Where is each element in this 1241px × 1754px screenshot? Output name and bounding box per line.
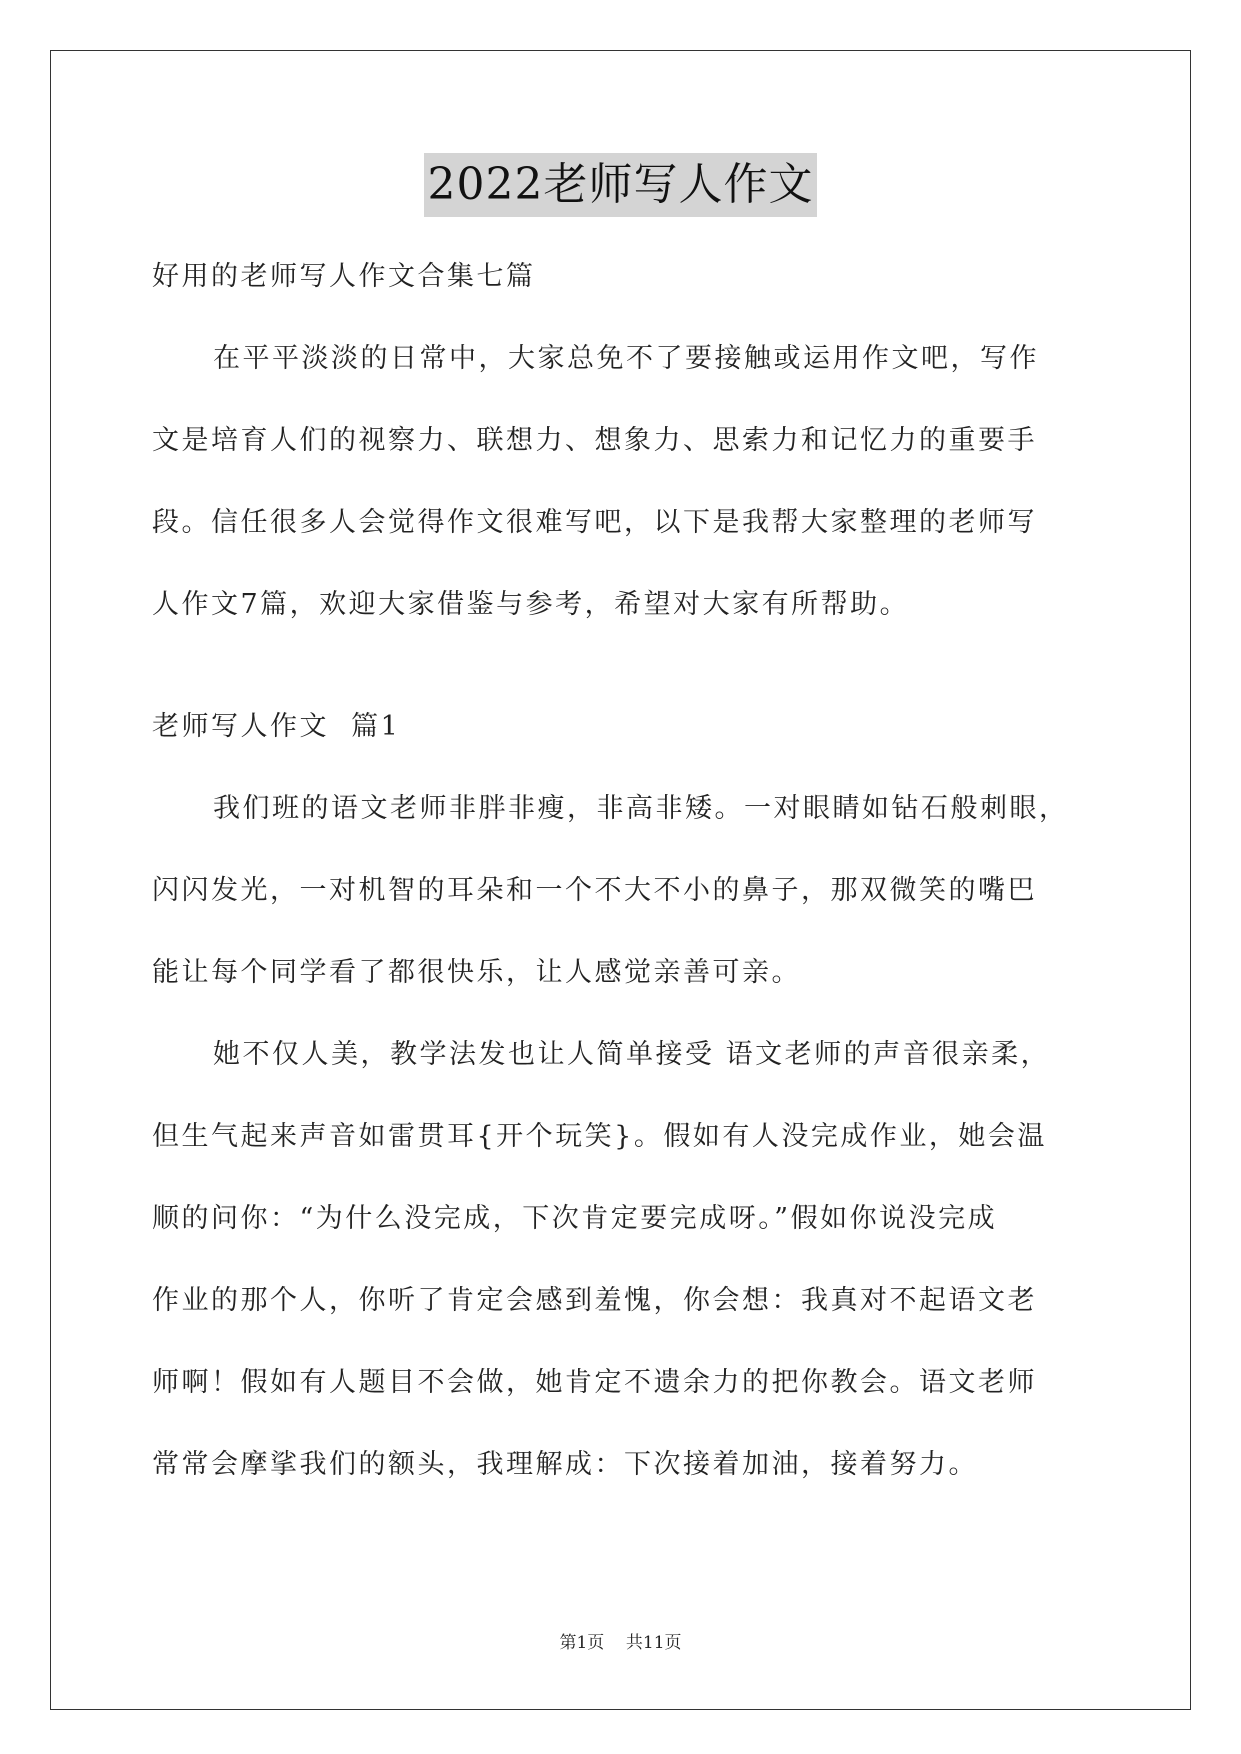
- paragraph-line: 闪闪发光，一对机智的耳朵和一个不大不小的鼻子，那双微笑的嘴巴: [152, 875, 1037, 906]
- intro-line: 在平平淡淡的日常中，大家总免不了要接触或运用作文吧，写作: [213, 343, 1039, 374]
- document-title: 2022老师写人作文: [424, 153, 818, 217]
- document-body: [152, 236, 1098, 1506]
- title-container: [0, 153, 1241, 217]
- paragraph-line: 能让每个同学看了都很快乐，让人感觉亲善可亲。: [152, 957, 801, 988]
- paragraph-line: 但生气起来声音如雷贯耳{开个玩笑}。假如有人没完成作业，她会温: [152, 1121, 1047, 1152]
- paragraph-line: 顺的问你：“为什么没完成，下次肯定要完成呀。”假如你说没完成: [152, 1203, 998, 1234]
- paragraph-line: 师啊！假如有人题目不会做，她肯定不遗余力的把你教会。语文老师: [152, 1367, 1037, 1398]
- intro-line: 人作文7篇，欢迎大家借鉴与参考，希望对大家有所帮助。: [152, 589, 910, 620]
- section-gap: [152, 646, 1098, 686]
- subtitle: 好用的老师写人作文合集七篇: [152, 261, 536, 292]
- paragraph-line: 作业的那个人，你听了肯定会感到羞愧，你会想：我真对不起语文老: [152, 1285, 1037, 1316]
- page-footer: [0, 1628, 1241, 1653]
- intro-line: 文是培育人们的视察力、联想力、想象力、思索力和记忆力的重要手: [152, 425, 1037, 456]
- intro-line: 段。信任很多人会觉得作文很难写吧，以下是我帮大家整理的老师写: [152, 507, 1037, 538]
- section-heading: 老师写人作文 篇1: [152, 711, 401, 742]
- page-number: 第1页 共11页: [559, 1633, 682, 1653]
- paragraph-line: 她不仅人美，教学法发也让人简单接受 语文老师的声音很亲柔，: [213, 1039, 1051, 1070]
- paragraph-line: 常常会摩挲我们的额头，我理解成：下次接着加油，接着努力。: [152, 1449, 978, 1480]
- paragraph-line: 我们班的语文老师非胖非瘦，非高非矮。一对眼睛如钻石般刺眼，: [213, 793, 1069, 824]
